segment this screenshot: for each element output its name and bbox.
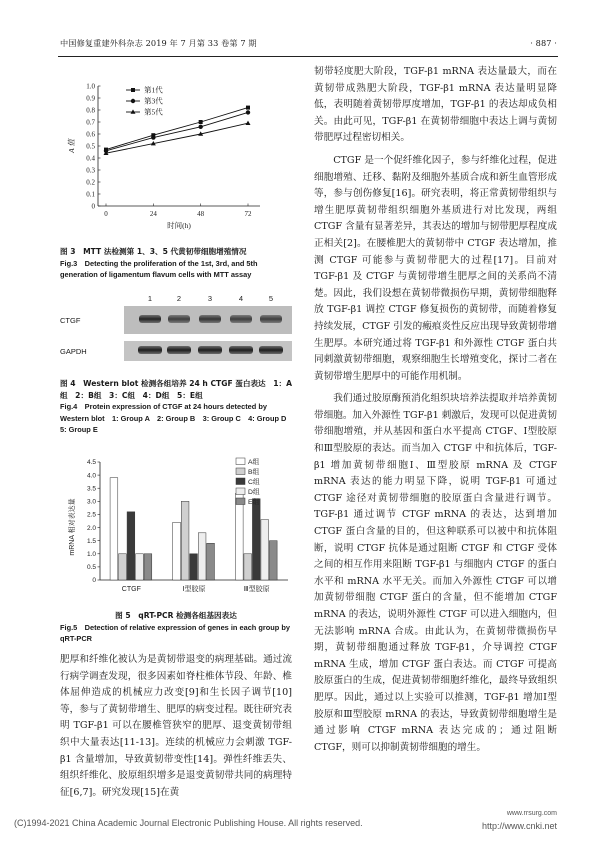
header-rule: [58, 56, 558, 57]
data-point: [199, 120, 203, 124]
series-line-3: [106, 123, 248, 153]
bar: [190, 554, 198, 580]
legend-swatch: [236, 468, 245, 475]
y-tick-label: 0: [92, 577, 96, 585]
ctgf-band: [230, 315, 252, 323]
figure4-caption: [60, 378, 292, 436]
right-paragraph-3: 我们通过胶原酶预消化组织块培养法提取并培养黄韧带细胞。加入外源性 TGF-β1 刺激后，发现可以促进黄韧带细胞增殖，并从基因和蛋白水平提高 CTGF、Ⅰ型胶原和Ⅲ型胶原的表达。而当加入 CTGF 中和抗体后，TGF-β1 增加黄韧带细胞Ⅰ、Ⅲ型胶原 mRNA 及 CTGF mRNA 表达的能力明显下降，说明 TGF-β1 可通过 CTGF 途径对黄韧带细胞的胶原蛋白含量进行调节。TGF-β1 通过调节 CTGF mRNA 的表达，达到增加 CTGF 蛋白含量的目的，但这种联系可以被中和抗体阻断，说明 CTGF 抗体是通过阻断 CTGF 和 CTGF 受体之间的相互作用来阻断 TGF-β1 与细胞内 CTGF 的蛋白水平和 mRNA 水平无关。而加入外源性 CTGF 可以增加黄韧带细胞 CTGF 蛋白的含量，但不能增加 CTGF mRNA 的表达，说明外源性 CTGF 可以进入细胞内，但无法影响 mRNA 合成。由此认为，在黄韧带微损伤早期，黄韧带细胞通过释放 TGF-β1，介导调控 CTGF mRNA 生成，增加 CTGF 蛋白表达。而 CTGF 可提高胶原蛋白的生成，促进黄韧带细胞纤维化，最终导致组织肥厚。因此，通过以上实验可以推测，TGF-β1 增加Ⅰ型胶原和Ⅲ型胶原 mRNA 的表达，导致黄韧带细胞增生是通过影响 CTGF mRNA 表达完成的；通过阻断 CTGF，则可以抑制黄韧带细胞的增生。: [314, 393, 557, 753]
data-point: [246, 121, 251, 125]
legend-marker: [131, 88, 135, 92]
x-tick-label: 0: [104, 210, 108, 218]
lane-number: 3: [207, 294, 213, 303]
y-tick-label: 0.5: [86, 142, 95, 151]
y-tick-label: 1.0: [86, 82, 95, 91]
ctgf-band: [199, 315, 221, 323]
y-tick-label: 3.5: [86, 485, 96, 493]
ctgf-band: [168, 315, 190, 323]
category-label: Ⅰ型胶原: [182, 586, 206, 593]
gapdh-band: [138, 346, 162, 354]
bar: [252, 499, 260, 580]
y-tick-label: 0.4: [86, 154, 95, 163]
bar: [235, 493, 243, 580]
legend-marker: [131, 99, 135, 103]
bar: [110, 478, 118, 580]
x-tick-label: 72: [244, 210, 252, 218]
copyright-footer: (C)1994-2021 China Academic Journal Electronic Publishing House. All rights reserved.: [14, 818, 363, 828]
y-tick-label: 0.2: [86, 178, 95, 187]
data-point: [246, 110, 250, 114]
figure3-caption-cn: 图 3 MTT 法检测第 1、3、5 代黄韧带细胞增殖情况: [60, 247, 247, 256]
x-axis-label: 时间(h): [167, 221, 191, 230]
legend-swatch: [236, 488, 245, 495]
y-axis-label: mRNA 相对表达量: [69, 498, 76, 556]
ctgf-band: [260, 315, 282, 323]
bar: [173, 522, 181, 580]
bar: [144, 554, 152, 580]
bar: [261, 520, 269, 580]
lane-number: 4: [238, 294, 244, 303]
figure4-caption-en: Fig.4 Protein expression of CTGF at 24 hours detected by Western blot 1: Group A 2: Group B 3: Group C 4: Group D 5: Group E: [60, 402, 294, 434]
figure4-caption-cn: 图 4 Western blot 检测各组培养 24 h CTGF 蛋白表达 1：A 组 2：B组 3：C组 4：D组 5：E组: [60, 379, 293, 400]
y-tick-label: 1.5: [86, 537, 96, 545]
legend-label: B组: [248, 469, 260, 476]
y-tick-label: 4.0: [86, 472, 96, 480]
data-point: [198, 125, 202, 129]
data-point: [246, 106, 250, 110]
legend-swatch: [236, 498, 245, 505]
figure3-line-chart: [60, 72, 292, 242]
y-tick-label: 0.3: [86, 166, 95, 175]
figure3-caption: [60, 246, 292, 281]
legend-label: 第5代: [144, 107, 163, 117]
category-label: Ⅲ型胶原: [243, 586, 270, 593]
gapdh-band: [198, 346, 222, 354]
y-tick-label: 0: [91, 202, 95, 211]
bar: [127, 512, 135, 580]
legend-label: E组: [248, 499, 260, 506]
figure5-caption-en: Fig.5 Detection of relative expression of genes in each group by qRT-PCR: [60, 622, 290, 643]
legend-label: C组: [248, 479, 260, 486]
y-tick-label: 0.8: [86, 106, 95, 115]
data-point: [151, 135, 155, 139]
legend-label: A组: [248, 459, 260, 466]
y-axis-label: A 值: [67, 139, 76, 153]
right-column-text: [314, 64, 557, 756]
figure5-caption-cn: 图 5 qRT-PCR 检测各组基因表达: [115, 611, 237, 620]
x-tick-label: 24: [149, 210, 157, 218]
legend-swatch: [236, 458, 245, 465]
blot-label-ctgf: CTGF: [60, 316, 81, 325]
bar: [136, 554, 144, 580]
right-paragraph-1: 韧带轻度肥大阶段，TGF-β1 mRNA 表达量最大，而在黄韧带成熟肥大阶段，TGF-β1 mRNA 表达量明显降低，表明随着黄韧带厚度增加，TGF-β1 的表达却成负相关。由此可见，TGF-β1 在黄韧带细胞中表达上调与黄韧带肥厚过程密切相关。: [314, 66, 557, 144]
figure4-western-blot: [60, 292, 292, 362]
y-tick-label: 2.5: [86, 511, 96, 519]
figure3-caption-en: Fig.3 Detecting the proliferation of the 1st, 3rd, and 5th generation of ligamentum flavum cells with MTT assay: [60, 258, 258, 279]
right-paragraph-2: CTGF 是一个促纤维化因子，参与纤维化过程，促进细胞增殖、迁移、黏附及细胞外基质合成和新生血管形成等，参与创伤修复[16]。研究表明，将正常黄韧带组织与增生肥厚黄韧带组织细胞外基质进行对比发现，两组 CTGF 含量有显著差异，其表达的增加与韧带肥厚程度成正相关[2]。在腰椎肥大的黄韧带中 CTGF 表达增加，推测 CTGF 可能参与黄韧带肥大的过程[17]。目前对 TGF-β1 及 CTGF 与黄韧带增生肥厚之间的关系尚不清楚。因此，我们设想在黄韧带微损伤早期，黄韧带细胞释放 TGF-β1 调控 CTGF 修复损伤的黄韧带，而随着修复持续发展，CTGF 引发的瘢痕炎性反应出现导致黄韧带增生肥厚。本研究通过将 TGF-β1 和外源性 CTGF 蛋白共同刺激黄韧带细胞，观察细胞生长增殖变化，探讨二者在黄韧带增生肥厚中的可能作用机制。: [314, 154, 557, 382]
page-number: · 887 ·: [530, 38, 557, 48]
blot-svg: [60, 292, 292, 362]
y-tick-label: 0.9: [86, 94, 95, 103]
left-paragraph: 肥厚和纤维化被认为是黄韧带退变的病理基础。通过流行病学调查发现，很多因素如脊柱椎体节段、年龄、椎体屈伸造成的机械应力改变[9]和生长因子调节[10]等，参与了黄韧带增生、肥厚的病变过程。既往研究表明 TGF-β1 可以在腰椎管狭窄的肥厚、退变黄韧带组织中大量表达[11-13]。连续的机械应力会刺激 TGF-β1 含量增加，导致黄韧带变性[14]。弹性纤维丢失、组织纤维化、胶原组织增多是退变黄韧带共同的病理特征[6,7]。研究发现[15]在黄: [60, 654, 292, 798]
y-tick-label: 3.0: [86, 498, 96, 506]
x-tick-label: 48: [197, 210, 205, 218]
gapdh-band: [167, 346, 191, 354]
y-tick-label: 1.0: [86, 550, 96, 558]
y-tick-label: 0.1: [86, 190, 95, 199]
lane-number: 2: [176, 294, 182, 303]
legend-label: D组: [248, 489, 260, 496]
legend-label: 第1代: [144, 85, 163, 95]
bar: [269, 541, 277, 580]
journal-url: www.rrsurg.com: [506, 810, 557, 817]
bar: [207, 543, 215, 580]
gapdh-band: [259, 346, 283, 354]
y-tick-label: 0.6: [86, 130, 95, 139]
bar: [198, 533, 206, 580]
lane-number: 1: [147, 294, 153, 303]
y-tick-label: 0.7: [86, 118, 95, 127]
ctgf-band: [139, 315, 161, 323]
legend-label: 第3代: [144, 96, 163, 106]
legend-swatch: [236, 478, 245, 485]
y-tick-label: 2.0: [86, 524, 96, 532]
series-line-2: [106, 112, 248, 150]
bar: [119, 554, 127, 580]
lane-number: 5: [268, 294, 274, 303]
y-tick-label: 0.5: [86, 564, 96, 572]
figure5-caption: [60, 610, 292, 645]
bar: [181, 501, 189, 580]
series-line-1: [106, 108, 248, 150]
category-label: CTGF: [121, 586, 141, 593]
journal-header: 中国修复重建外科杂志 2019 年 7 月第 33 卷第 7 期: [60, 38, 257, 48]
cnki-url: http://www.cnki.net: [481, 821, 557, 831]
figure5-bar-chart: [60, 452, 296, 610]
blot-label-gapdh: GAPDH: [60, 347, 87, 356]
gapdh-band: [229, 346, 253, 354]
left-column-text: [60, 652, 292, 801]
y-tick-label: 4.5: [86, 459, 96, 467]
bar: [244, 554, 252, 580]
